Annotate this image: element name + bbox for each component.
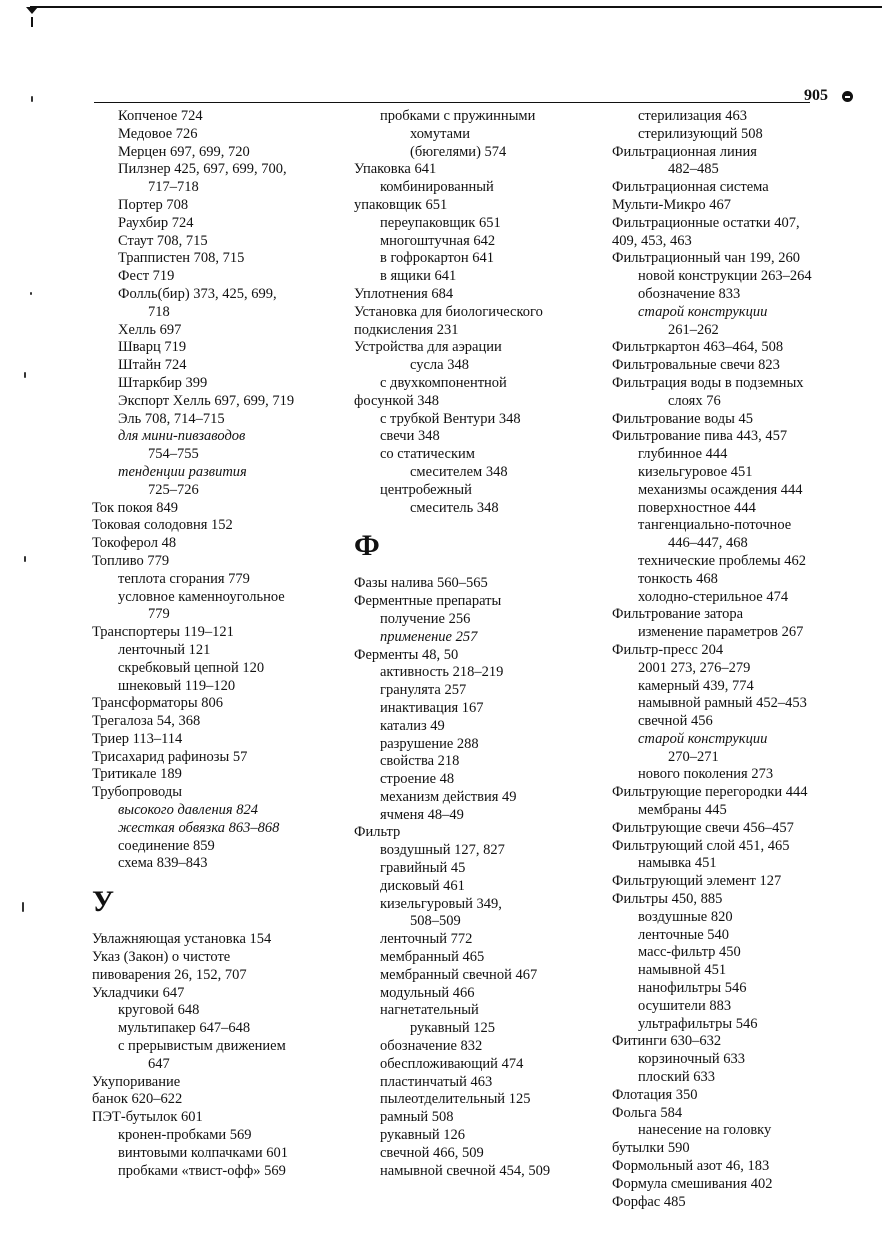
index-subentry: холодно-стерильное 474 <box>638 588 789 605</box>
index-subentry: сусла 348 <box>410 357 469 374</box>
scan-speck <box>24 372 26 378</box>
index-subentry: соединение 859 <box>118 837 215 854</box>
index-subentry: Хелль 697 <box>118 321 182 338</box>
index-subentry: получение 256 <box>380 610 471 627</box>
index-entry: Фитинги 630–632 <box>612 1033 722 1050</box>
index-entry: Фазы налива 560–565 <box>354 575 488 592</box>
index-subentry: активность 218–219 <box>380 664 504 681</box>
index-entry: Фильтр <box>354 824 401 841</box>
index-entry: Фильтрационная система <box>612 179 769 196</box>
index-subentry: Экспорт Хелль 697, 699, 719 <box>118 392 295 409</box>
index-entry: Фильтрационный чан 199, 260 <box>612 250 800 267</box>
index-subentry: воздушный 127, 827 <box>380 842 505 859</box>
index-entry: Фильтрующие свечи 456–457 <box>612 819 794 836</box>
index-subentry: рамный 508 <box>380 1109 454 1126</box>
index-entry: Трегалоза 54, 368 <box>92 713 201 730</box>
section-letter-heading: Ф <box>354 529 380 563</box>
index-subentry: пробками «твист-офф» 569 <box>118 1162 286 1179</box>
section-letter-heading: У <box>92 885 115 919</box>
index-entry: Формула смешивания 402 <box>612 1175 773 1192</box>
index-subentry: нанесение на головку <box>638 1122 772 1139</box>
index-subentry: Штаркбир 399 <box>118 374 208 391</box>
index-entry: Ферментные препараты <box>354 593 502 610</box>
index-subentry: 508–509 <box>410 913 461 930</box>
index-subentry: ленточный 772 <box>380 931 473 948</box>
index-subentry: нового поколения 273 <box>638 766 774 783</box>
index-subentry: нагнетательный <box>380 1002 479 1019</box>
index-entry: Ферменты 48, 50 <box>354 646 459 663</box>
index-entry: банок 620–622 <box>92 1091 183 1108</box>
index-subentry: свечи 348 <box>380 428 440 445</box>
index-entry: Трубопроводы <box>92 784 183 801</box>
index-subentry: 779 <box>148 606 170 623</box>
index-subentry: скребковый цепной 120 <box>118 659 265 676</box>
index-subentry: старой конструкции <box>638 303 768 320</box>
index-subentry: свойства 218 <box>380 753 460 770</box>
index-subentry: Пилзнер 425, 697, 699, 700, <box>118 161 287 178</box>
index-subentry: Шварц 719 <box>118 339 187 356</box>
index-subentry: 482–485 <box>668 161 719 178</box>
index-subentry: 717–718 <box>148 179 199 196</box>
index-entry: Форфас 485 <box>612 1193 686 1210</box>
index-entry: подкисления 231 <box>354 321 459 338</box>
scan-speck <box>24 556 26 562</box>
index-subentry: механизмы осаждения 444 <box>638 481 803 498</box>
index-entry: Мульти-Микро 467 <box>612 196 731 213</box>
index-entry: Фильтрование воды 45 <box>612 410 754 427</box>
index-entry: Устройства для аэрации <box>354 339 502 356</box>
index-subentry: круговой 648 <box>118 1002 200 1019</box>
index-entry: Увлажняющая установка 154 <box>92 931 272 948</box>
index-subentry: старой конструкции <box>638 730 768 747</box>
index-subentry: ячменя 48–49 <box>380 806 464 823</box>
index-entry: Флотация 350 <box>612 1086 698 1103</box>
index-subentry: корзиночный 633 <box>638 1051 746 1068</box>
index-subentry: теплота сгорания 779 <box>118 570 250 587</box>
index-subentry: 754–755 <box>148 446 199 463</box>
index-subentry: слоях 76 <box>668 392 721 409</box>
index-entry: Фильтркартон 463–464, 508 <box>612 339 784 356</box>
index-subentry: 270–271 <box>668 748 719 765</box>
index-column-3 <box>612 108 874 1211</box>
index-subentry: жесткая обвязка 863–868 <box>118 819 280 836</box>
page-number: 905 <box>804 87 828 104</box>
index-subentry: со статическим <box>380 446 475 463</box>
index-subentry: кронен-пробками 569 <box>118 1127 252 1144</box>
index-subentry: поверхностное 444 <box>638 499 756 516</box>
index-subentry: мультипакер 647–648 <box>118 1020 251 1037</box>
index-subentry: пробками с пружинными <box>380 108 536 124</box>
index-subentry: камерный 439, 774 <box>638 677 754 694</box>
index-subentry: с трубкой Вентури 348 <box>380 410 521 427</box>
index-subentry: кизельгуровый 349, <box>380 895 502 912</box>
index-entry: ПЭТ-бутылок 601 <box>92 1109 203 1126</box>
index-subentry: плоский 633 <box>638 1069 715 1086</box>
index-subentry: 718 <box>148 303 170 320</box>
index-subentry: в ящики 641 <box>380 268 457 285</box>
index-entry: Укладчики 647 <box>92 984 185 1001</box>
index-entry: Трисахарид рафинозы 57 <box>92 748 248 765</box>
index-entry: фосункой 348 <box>354 392 439 409</box>
index-entry: упаковщик 651 <box>354 196 448 213</box>
index-entry: Укупоривание <box>92 1073 181 1090</box>
index-subentry: рукавный 125 <box>410 1020 496 1037</box>
index-entry: Топливо 779 <box>92 552 170 569</box>
index-subentry: схема 839–843 <box>118 855 208 872</box>
index-subentry: намывной рамный 452–453 <box>638 695 807 712</box>
index-subentry: тангенциально-поточное <box>638 517 792 534</box>
index-subentry: Портер 708 <box>118 196 189 213</box>
index-subentry: 2001 273, 276–279 <box>638 659 751 676</box>
index-entry: Упаковка 641 <box>354 161 437 178</box>
index-subentry: 725–726 <box>148 481 199 498</box>
index-subentry: пластинчатый 463 <box>380 1073 493 1090</box>
scan-speck <box>22 902 24 912</box>
index-subentry: с прерывистым движением <box>118 1038 286 1055</box>
index-subentry: нанофильтры 546 <box>638 980 747 997</box>
index-subentry: стерилизация 463 <box>638 108 747 124</box>
index-subentry: комбинированный <box>380 179 494 196</box>
index-entry: Фильтровальные свечи 823 <box>612 357 780 374</box>
index-subentry: Мерцен 697, 699, 720 <box>118 143 250 160</box>
top-border-rule <box>30 6 882 8</box>
index-subentry: 446–447, 468 <box>668 535 748 552</box>
index-entry: Фильтрационная линия <box>612 143 757 160</box>
index-subentry: (бюгелями) 574 <box>410 143 507 160</box>
index-subentry: модульный 466 <box>380 984 475 1001</box>
index-subentry: намывка 451 <box>638 855 717 872</box>
index-subentry: Стаут 708, 715 <box>118 232 208 249</box>
index-subentry: центробежный <box>380 481 472 498</box>
index-subentry: 647 <box>148 1055 170 1072</box>
circled-dot-icon <box>842 91 853 102</box>
index-subentry: смеситель 348 <box>410 499 499 516</box>
index-subentry: мембранный 465 <box>380 949 485 966</box>
index-subentry: смесителем 348 <box>410 463 508 480</box>
index-entry: Фильтр-пресс 204 <box>612 641 724 658</box>
index-subentry: обеспложивающий 474 <box>380 1055 524 1072</box>
index-subentry: намывной 451 <box>638 962 727 979</box>
index-subentry: в гофрокартон 641 <box>380 250 495 267</box>
index-subentry: применение 257 <box>380 628 478 645</box>
index-subentry: ленточные 540 <box>638 926 730 943</box>
index-entry: Токовая солодовня 152 <box>92 517 233 534</box>
index-subentry: высокого давления 824 <box>118 802 259 819</box>
index-subentry: с двухкомпонентной <box>380 374 507 391</box>
index-entry: Формольный азот 46, 183 <box>612 1158 770 1175</box>
index-subentry: мембранный свечной 467 <box>380 966 538 983</box>
index-subentry: ультрафильтры 546 <box>638 1015 758 1032</box>
index-subentry: Фест 719 <box>118 268 175 285</box>
index-subentry: изменение параметров 267 <box>638 624 804 641</box>
index-subentry: ленточный 121 <box>118 641 211 658</box>
index-entry: Токоферол 48 <box>92 535 177 552</box>
index-entry: Фильтрующий слой 451, 465 <box>612 837 790 854</box>
index-subentry: обозначение 833 <box>638 285 741 302</box>
index-subentry: технические проблемы 462 <box>638 552 806 569</box>
index-subentry: шнековый 119–120 <box>118 677 236 694</box>
index-entry: пивоварения 26, 152, 707 <box>92 966 247 983</box>
index-entry: Тритикале 189 <box>92 766 182 783</box>
index-subentry: условное каменноугольное <box>118 588 285 605</box>
index-subentry: новой конструкции 263–264 <box>638 268 812 285</box>
index-entry: Уплотнения 684 <box>354 285 454 302</box>
index-subentry: кизельгуровое 451 <box>638 463 753 480</box>
index-entry: Трансформаторы 806 <box>92 695 223 712</box>
index-subentry: Траппистен 708, 715 <box>118 250 245 267</box>
index-subentry: механизм действия 49 <box>380 788 517 805</box>
index-column-2 <box>354 108 604 1180</box>
index-entry: Установка для биологического <box>354 303 543 320</box>
index-column-1 <box>92 108 342 1180</box>
index-subentry: намывной свечной 454, 509 <box>380 1162 551 1179</box>
index-subentry: свечной 466, 509 <box>380 1144 484 1161</box>
index-subentry: Раухбир 724 <box>118 214 194 231</box>
index-subentry: 261–262 <box>668 321 719 338</box>
index-subentry: гравийный 45 <box>380 860 466 877</box>
index-entry: 409, 453, 463 <box>612 232 692 249</box>
index-entry: Триер 113–114 <box>92 730 183 747</box>
index-subentry: многоштучная 642 <box>380 232 496 249</box>
index-entry: Фольга 584 <box>612 1104 683 1121</box>
corner-mark-icon <box>26 7 38 29</box>
index-subentry: осушители 883 <box>638 997 732 1014</box>
index-subentry: мембраны 445 <box>638 802 727 819</box>
index-subentry: масс-фильтр 450 <box>638 944 741 961</box>
index-subentry: обозначение 832 <box>380 1038 483 1055</box>
index-entry: Фильтры 450, 885 <box>612 891 723 908</box>
index-subentry: хомутами <box>410 125 470 142</box>
index-subentry: инактивация 167 <box>380 699 484 716</box>
index-subentry: Штайн 724 <box>118 357 187 374</box>
index-subentry: для мини-пивзаводов <box>118 428 246 445</box>
index-subentry: Фолль(бир) 373, 425, 699, <box>118 285 277 302</box>
index-subentry: пылеотделительный 125 <box>380 1091 531 1108</box>
index-subentry: переупаковщик 651 <box>380 214 501 231</box>
index-entry: Ток покоя 849 <box>92 499 179 516</box>
index-entry: Транспортеры 119–121 <box>92 624 234 641</box>
index-subentry: тонкость 468 <box>638 570 718 587</box>
index-entry: Фильтрование пива 443, 457 <box>612 428 788 445</box>
index-subentry: разрушение 288 <box>380 735 479 752</box>
index-entry: Фильтрующие перегородки 444 <box>612 784 808 801</box>
index-subentry: глубинное 444 <box>638 446 728 463</box>
index-subentry: строение 48 <box>380 771 455 788</box>
index-subentry: Медовое 726 <box>118 125 198 142</box>
index-entry: Фильтрационные остатки 407, <box>612 214 800 231</box>
index-subentry: гранулята 257 <box>380 682 467 699</box>
index-subentry: Эль 708, 714–715 <box>118 410 225 427</box>
index-entry: Фильтрация воды в подземных <box>612 374 804 391</box>
index-subentry: рукавный 126 <box>380 1127 466 1144</box>
header-rule <box>94 102 810 103</box>
index-entry: Фильтрующий элемент 127 <box>612 873 782 890</box>
index-subentry: винтовыми колпачками 601 <box>118 1144 288 1161</box>
index-subentry: свечной 456 <box>638 713 713 730</box>
index-entry: Фильтрование затора <box>612 606 744 623</box>
index-entry: бутылки 590 <box>612 1140 690 1157</box>
scan-speck <box>30 292 32 295</box>
index-subentry: дисковый 461 <box>380 877 465 894</box>
index-subentry: Копченое 724 <box>118 108 203 124</box>
index-subentry: воздушные 820 <box>638 908 733 925</box>
scan-speck <box>31 96 33 102</box>
index-entry: Указ (Закон) о чистоте <box>92 949 231 966</box>
index-subentry: катализ 49 <box>380 717 445 734</box>
index-subentry: тенденции развития <box>118 463 247 480</box>
index-subentry: стерилизующий 508 <box>638 125 763 142</box>
